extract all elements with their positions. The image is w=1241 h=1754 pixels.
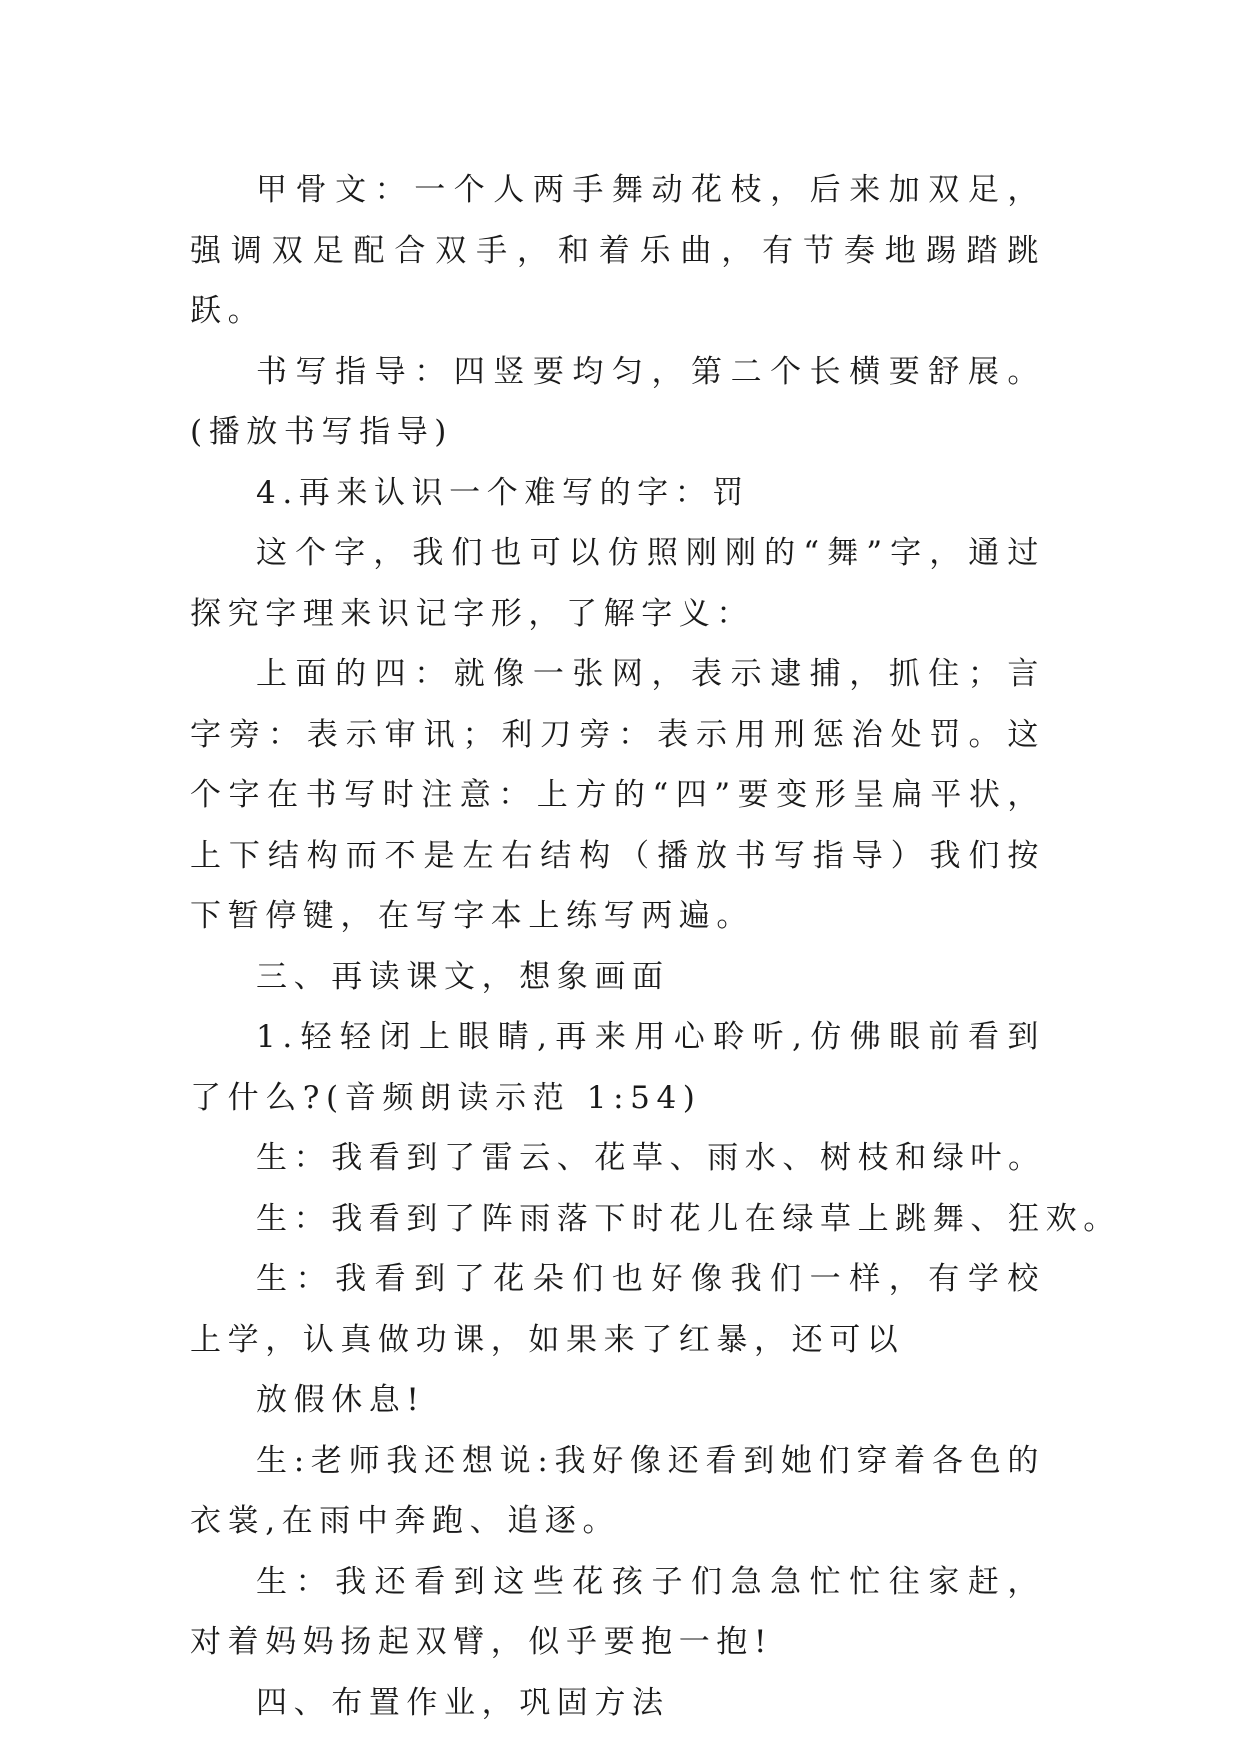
paragraph-character-intro: 这个字，我们也可以仿照刚刚的“舞”字，通过探究字理来识记字形，了解字义： (190, 535, 1045, 632)
student-answer-5: 生：我还看到这些花孩子们急急忙忙往家赶，对着妈妈扬起双臂，似乎要抱一抱! (190, 1563, 1045, 1660)
paragraph-character-explanation: 上面的四：就像一张网，表示逮捕，抓住；言字旁：表示审讯；利刀旁：表示用刑惩治处罚。这个字在书写时注意：上方的“四”要变形呈扁平状，上下结构而不是左右结构（播放书写指导）我们按下暂停键，在写字本上练写两遍。 (190, 656, 1045, 934)
student-answer-3: 生：我看到了花朵们也好像我们一样，有学校上学，认真做功课，如果来了红暴，还可以 (190, 1261, 1045, 1358)
student-answer-2: 生：我看到了阵雨落下时花儿在绿草上跳舞、狂欢。 (256, 1200, 1121, 1237)
section-heading-4: 四、布置作业，巩固方法 (256, 1684, 670, 1721)
student-answer-3-continued: 放假休息! (256, 1382, 426, 1418)
document-body (190, 160, 1121, 1733)
student-answer-1: 生：我看到了雷云、花草、雨水、树枝和绿叶。 (256, 1140, 1046, 1176)
paragraph-item-4: 4.再来认识一个难写的字：罚 (256, 474, 750, 511)
paragraph-writing-guide: 书写指导：四竖要均匀，第二个长横要舒展。(播放书写指导) (190, 353, 1045, 450)
section-heading-3: 三、再读课文，想象画面 (256, 958, 670, 995)
student-answer-4: 生:老师我还想说:我好像还看到她们穿着各色的衣裳,在雨中奔跑、追逐。 (190, 1442, 1045, 1539)
paragraph-oracle-bone: 甲骨文：一个人两手舞动花枝，后来加双足，强调双足配合双手，和着乐曲，有节奏地踢踏跳跃。 (190, 172, 1045, 329)
paragraph-item-1: 1.轻轻闭上眼睛,再来用心聆听,仿佛眼前看到了什么?(音频朗读示范 1:54) (190, 1019, 1045, 1116)
